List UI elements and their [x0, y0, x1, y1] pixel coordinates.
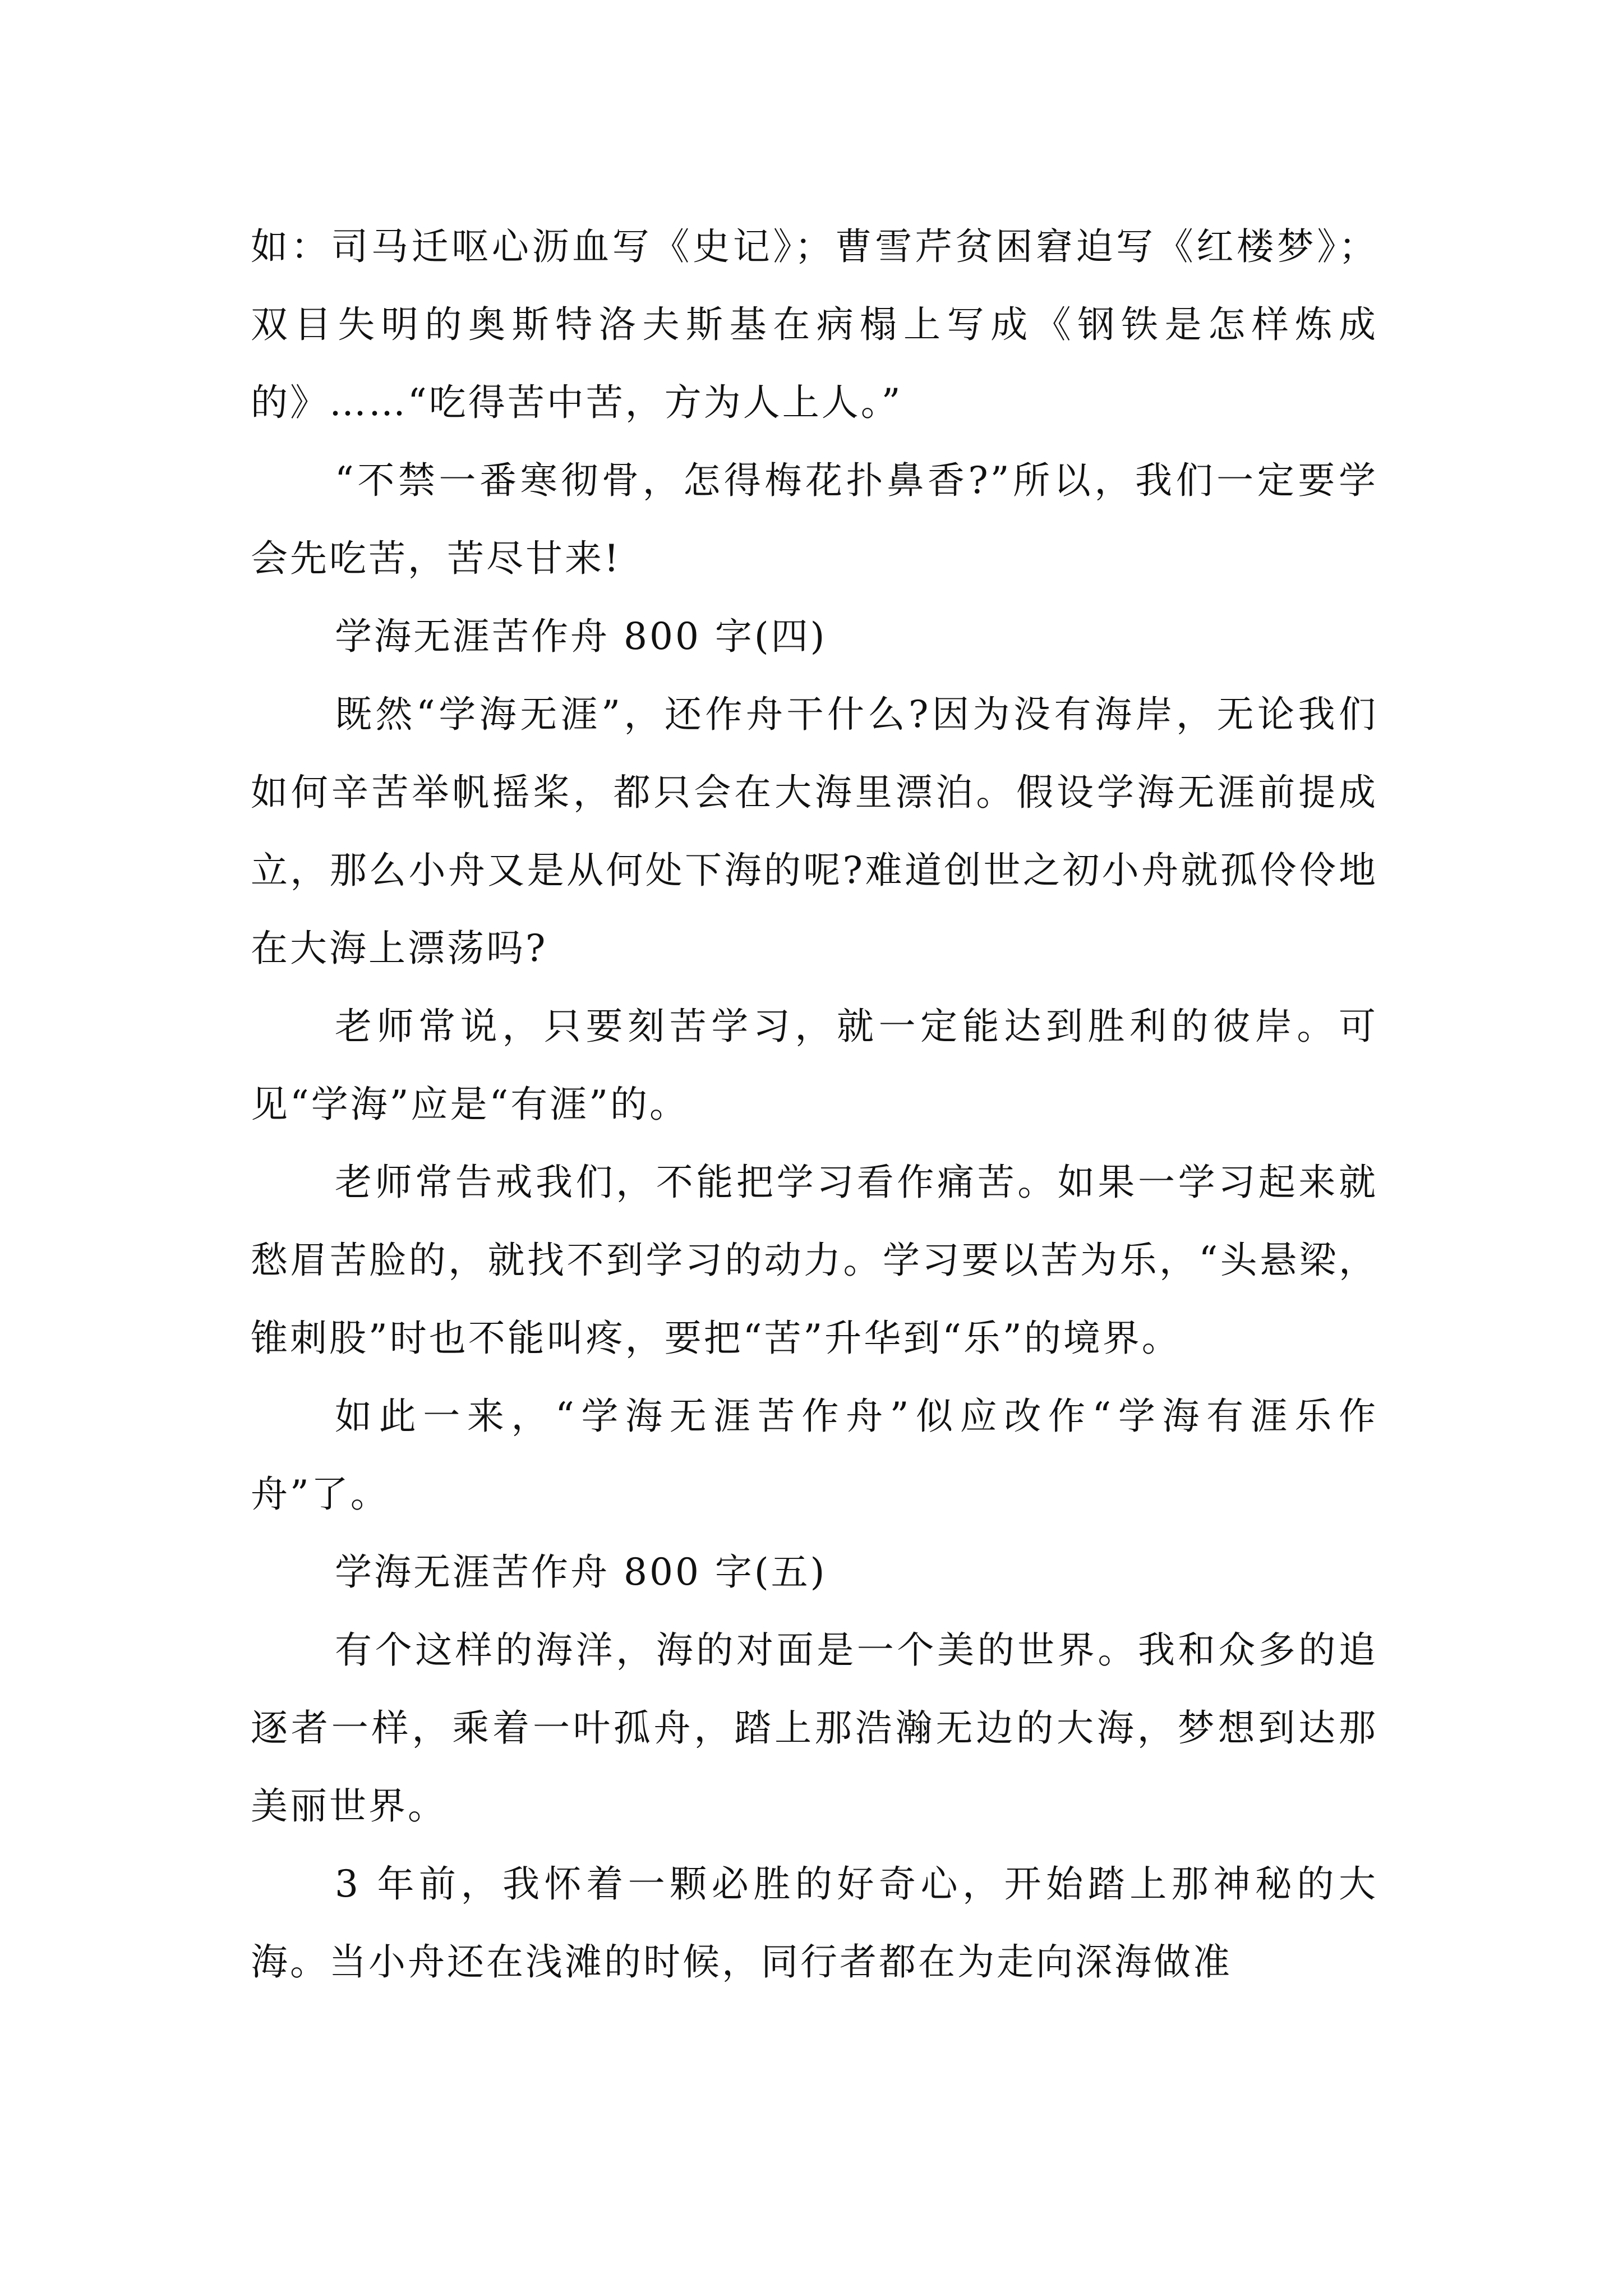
- paragraph-continuation: 如：司马迁呕心沥血写《史记》；曹雪芹贫困窘迫写《红楼梦》；双目失明的奥斯特洛夫斯基在病榻上写成《钢铁是怎样炼成的》……“吃得苦中苦，方为人上人。”: [251, 225, 1378, 424]
- document-body: [251, 208, 1378, 2001]
- paragraph: 3 年前，我怀着一颗必胜的好奇心，开始踏上那神秘的大海。当小舟还在浅滩的时候，同行者都在为走向深海做准: [251, 1862, 1378, 1984]
- paragraph: 既然“学海无涯”，还作舟干什么?因为没有海岸，无论我们如何辛苦举帆摇桨，都只会在大海里漂泊。假设学海无涯前提成立，那么小舟又是从何处下海的呢?难道创世之初小舟就孤伶伶地在大海上漂荡吗?: [251, 693, 1378, 970]
- paragraph: “不禁一番寒彻骨，怎得梅花扑鼻香?”所以，我们一定要学会先吃苦，苦尽甘来!: [251, 459, 1378, 580]
- paragraph: 有个这样的海洋，海的对面是一个美的世界。我和众多的追逐者一样，乘着一叶孤舟，踏上那浩瀚无边的大海，梦想到达那美丽世界。: [251, 1628, 1378, 1828]
- section-heading-5: 学海无涯苦作舟 800 字(五): [335, 1550, 827, 1594]
- section-heading-4: 学海无涯苦作舟 800 字(四): [335, 615, 827, 658]
- paragraph: 老师常告戒我们，不能把学习看作痛苦。如果一学习起来就愁眉苦脸的，就找不到学习的动力。学习要以苦为乐，“头悬梁，锥刺股”时也不能叫疼，要把“苦”升华到“乐”的境界。: [251, 1161, 1378, 1360]
- paragraph: 老师常说，只要刻苦学习，就一定能达到胜利的彼岸。可见“学海”应是“有涯”的。: [251, 1005, 1378, 1126]
- paragraph: 如此一来，“学海无涯苦作舟”似应改作“学海有涯乐作舟”了。: [251, 1395, 1378, 1516]
